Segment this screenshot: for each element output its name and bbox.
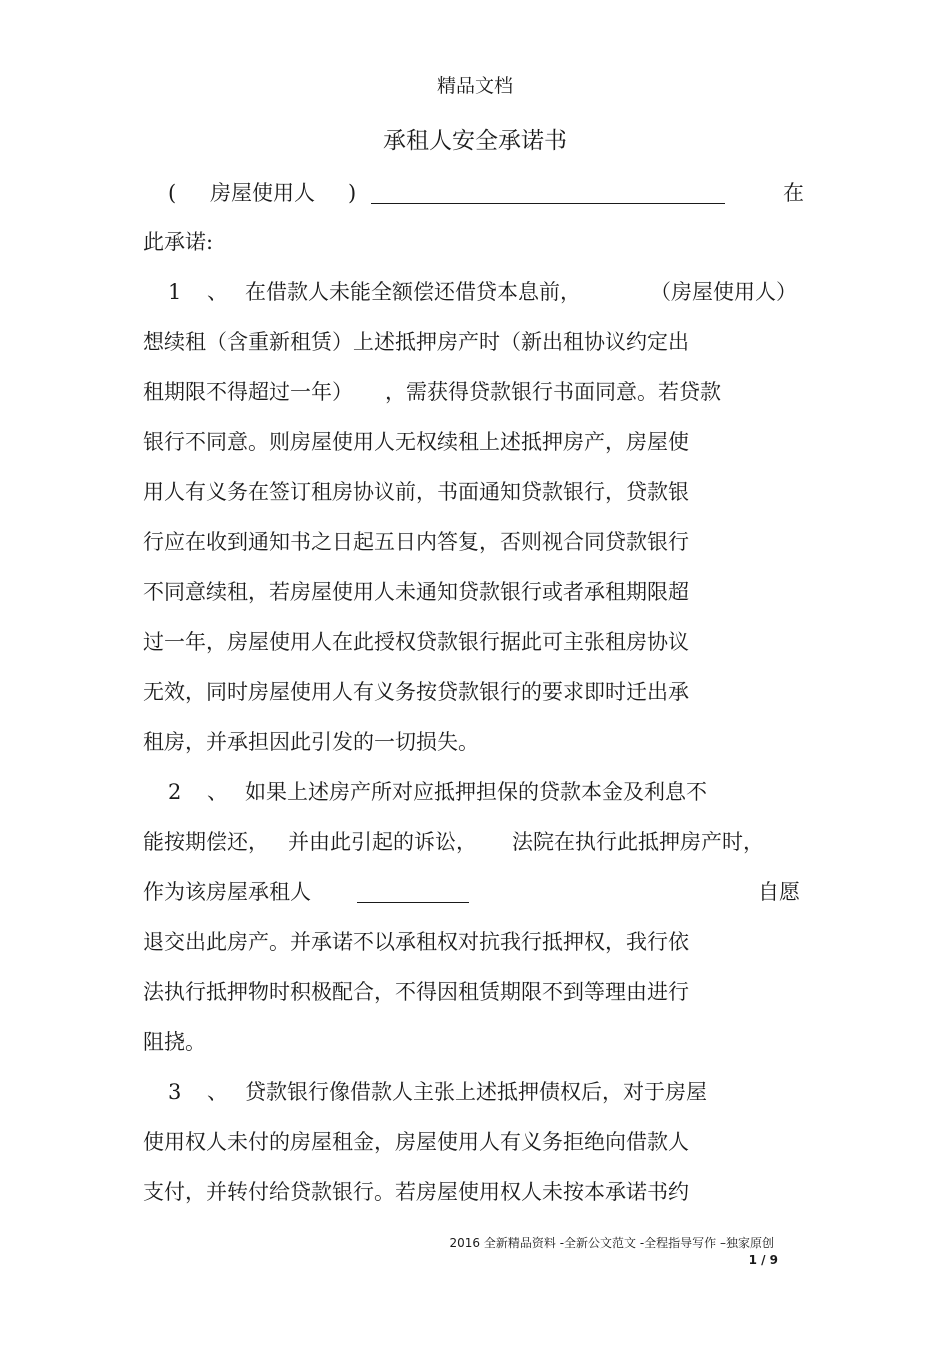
clause2-line: 自愿: [758, 880, 800, 904]
clause1-line: 行应在收到通知书之日起五日内答复，否则视合同贷款银行: [143, 530, 689, 554]
opening-continuation: 此承诺:: [143, 230, 214, 254]
clause1-line: 租期限不得超过一年）: [143, 380, 353, 404]
clause1-line: 在借款人未能全额偿还借贷本息前，: [245, 280, 581, 304]
clause1-line: ，需获得贷款银行书面同意。若贷款: [385, 380, 721, 404]
document-header: 精品文档: [436, 75, 513, 97]
clause2-line: 法院在执行此抵押房产时，: [512, 830, 764, 854]
clause1-line: 租房，并承担因此引发的一切损失。: [143, 730, 479, 754]
renter-name-blank[interactable]: [371, 203, 725, 204]
clause3-line: 使用权人未付的房屋租金，房屋使用人有义务拒绝向借款人: [143, 1130, 689, 1154]
clause2-line: 作为该房屋承租人: [143, 880, 311, 904]
clause2-line: 并由此引起的诉讼，: [288, 830, 477, 854]
lessee-name-blank[interactable]: [357, 902, 469, 903]
clause1-number: 1: [168, 280, 182, 304]
opening-role: 房屋使用人: [210, 181, 315, 205]
clause1-line: （房屋使用人）: [650, 280, 797, 304]
clause3-separator: 、: [207, 1080, 228, 1104]
clause1-line: 用人有义务在签订租房协议前，书面通知贷款银行，贷款银: [143, 480, 689, 504]
document-title: 承租人安全承诺书: [383, 128, 567, 154]
clause3-line: 支付，并转付给贷款银行。若房屋使用权人未按本承诺书约: [143, 1180, 689, 1204]
clause2-separator: 、: [207, 780, 228, 804]
opening-open-paren: (: [168, 181, 177, 205]
clause1-line: 银行不同意。则房屋使用人无权续租上述抵押房产，房屋使: [143, 430, 689, 454]
clause2-line: 阻挠。: [143, 1030, 206, 1054]
clause2-line: 法执行抵押物时积极配合，不得因租赁期限不到等理由进行: [143, 980, 689, 1004]
clause2-line: 如果上述房产所对应抵押担保的贷款本金及利息不: [245, 780, 707, 804]
clause1-line: 过一年，房屋使用人在此授权贷款银行据此可主张租房协议: [143, 630, 689, 654]
footer-tagline: 2016 全新精品资料 -全新公文范文 -全程指导写作 –独家原创: [449, 1236, 774, 1250]
clause3-number: 3: [168, 1080, 182, 1104]
clause1-line: 想续租（含重新租赁）上述抵押房产时（新出租协议约定出: [143, 330, 689, 354]
clause1-separator: 、: [207, 280, 228, 304]
opening-close-paren: ): [348, 181, 357, 205]
page-number: 1 / 9: [748, 1253, 778, 1267]
clause3-line: 贷款银行像借款人主张上述抵押债权后，对于房屋: [245, 1080, 707, 1104]
opening-word-at: 在: [783, 181, 804, 205]
clause2-number: 2: [168, 780, 182, 804]
clause2-line: 能按期偿还，: [143, 830, 269, 854]
clause2-line: 退交出此房产。并承诺不以承租权对抗我行抵押权，我行依: [143, 930, 689, 954]
clause1-line: 不同意续租，若房屋使用人未通知贷款银行或者承租期限超: [143, 580, 689, 604]
clause1-line: 无效，同时房屋使用人有义务按贷款银行的要求即时迁出承: [143, 680, 689, 704]
